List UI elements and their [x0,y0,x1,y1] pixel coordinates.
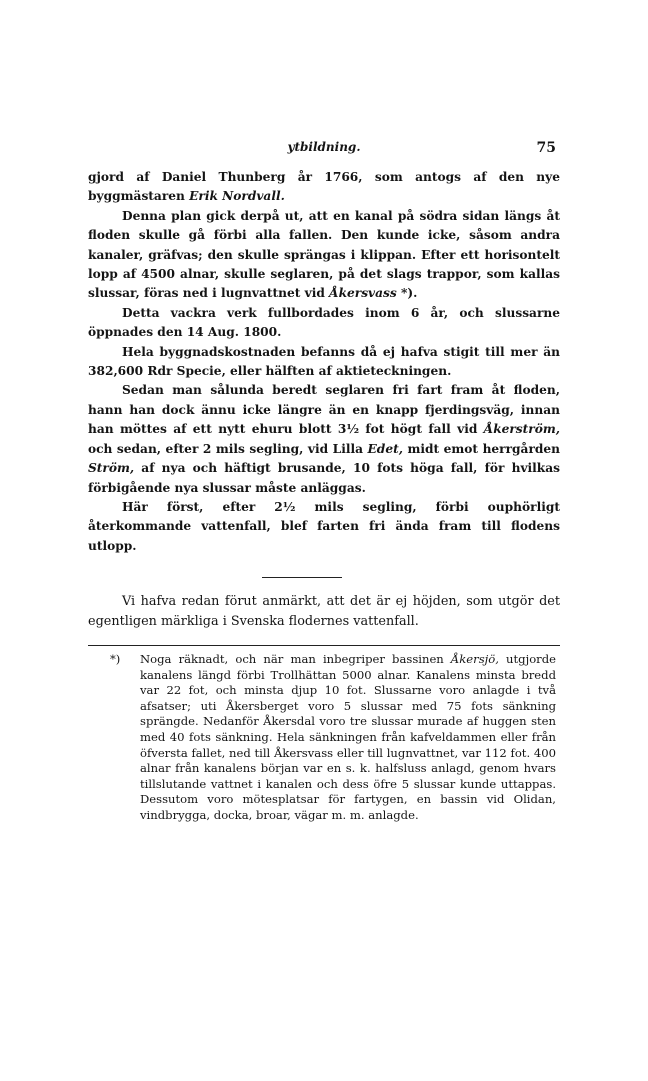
section-separator [262,577,342,578]
footnote-mark: *) [110,652,121,666]
page-header [88,140,560,160]
paragraph-4: Hela byggnadskostnaden befanns då ej hafva stigit till mer än 382,600 Rdr Specie, eller hälften af aktieteckningen. [88,344,560,379]
person-name: Erik Nordvall. [189,189,285,204]
main-text [88,168,560,556]
running-head: ytbildning. [287,140,361,154]
footnote-rule [88,645,560,646]
second-section [88,592,560,632]
paragraph-7: Vi hafva redan förut anmärkt, att det är ej höjden, som utgör det egentligen märkliga i Svenska flodernes vattenfall. [88,594,560,629]
paragraph-2: Denna plan gick derpå ut, att en kanal på södra sidan längs åt floden skulle gå förbi alla fallen. Den kunde icke, såsom andra kanaler, gräfvas; den skulle sprängas i klippan. Efter ett horisontelt lopp af 4500 alnar, skulle seglaren, på det slags trappor, som kallas slussar, föras ned i lugnvattnet vid Åkersvass *). [88,208,560,301]
paragraph-5: Sedan man sålunda beredt seglaren fri fart fram åt floden, hann han dock ännu icke längre än en knapp fjerdingsväg, innan han möttes af ett nytt ehuru blott 3½ fot högt fall vid Åkerström, och sedan, efter 2 mils segling, vid Lilla Edet, midt emot herrgården Ström, af nya och häftigt brusande, 10 fots höga fall, för hvilkas förbigående nya slussar måste anläggas. [88,383,561,495]
place-name: Ström, [88,461,135,476]
paragraph-3: Detta vackra verk fullbordades inom 6 år, och slussarne öppnades den 14 Aug. 1800. [88,305,560,340]
footnote [110,652,556,824]
paragraph-6: Här först, efter 2½ mils segling, förbi ouphörligt återkommande vattenfall, blef farten fri ända fram till flodens utlopp. [88,499,560,553]
place-name: Åkersvass [329,286,397,301]
place-name: Åkersjö, [450,652,499,666]
place-name: Edet, [367,441,403,456]
footnote-text: Noga räknadt, och när man inbegriper bassinen Åkersjö, utgjorde kanalens längd förbi Trollhättan 5000 alnar. Kanalens minsta bredd var 22 fot, och minsta djup 10 fot. Slussarne voro anlagde i två afsatser; uti Åkersberget voro 5 slussar med 75 fots sänkning sprängde. Nedanför Åkersdal voro tre slussar murade af huggen sten med 40 fots sänkning. Hela sänkningen från kafveldammen eller från öfversta fallet, ned till Åkersvass eller till lugnvattnet, var 112 fot. 400 alnar från kanalens början var en s. k. halfsluss anlagd, genom hvars tillslutande vattnet i kanalen och dess öfre 5 slussar kunde uttappas. Dessutom voro mötesplatsar för fartygen, en bassin vid Olidan, vindbrygga, docka, broar, vägar m. m. anlagde. [140,652,556,822]
place-name: Åkerström, [483,422,560,437]
page-number: 75 [536,140,556,156]
paragraph-1: gjord af Daniel Thunberg år 1766, som antogs af den nye byggmästaren Erik Nordvall. [88,170,560,204]
